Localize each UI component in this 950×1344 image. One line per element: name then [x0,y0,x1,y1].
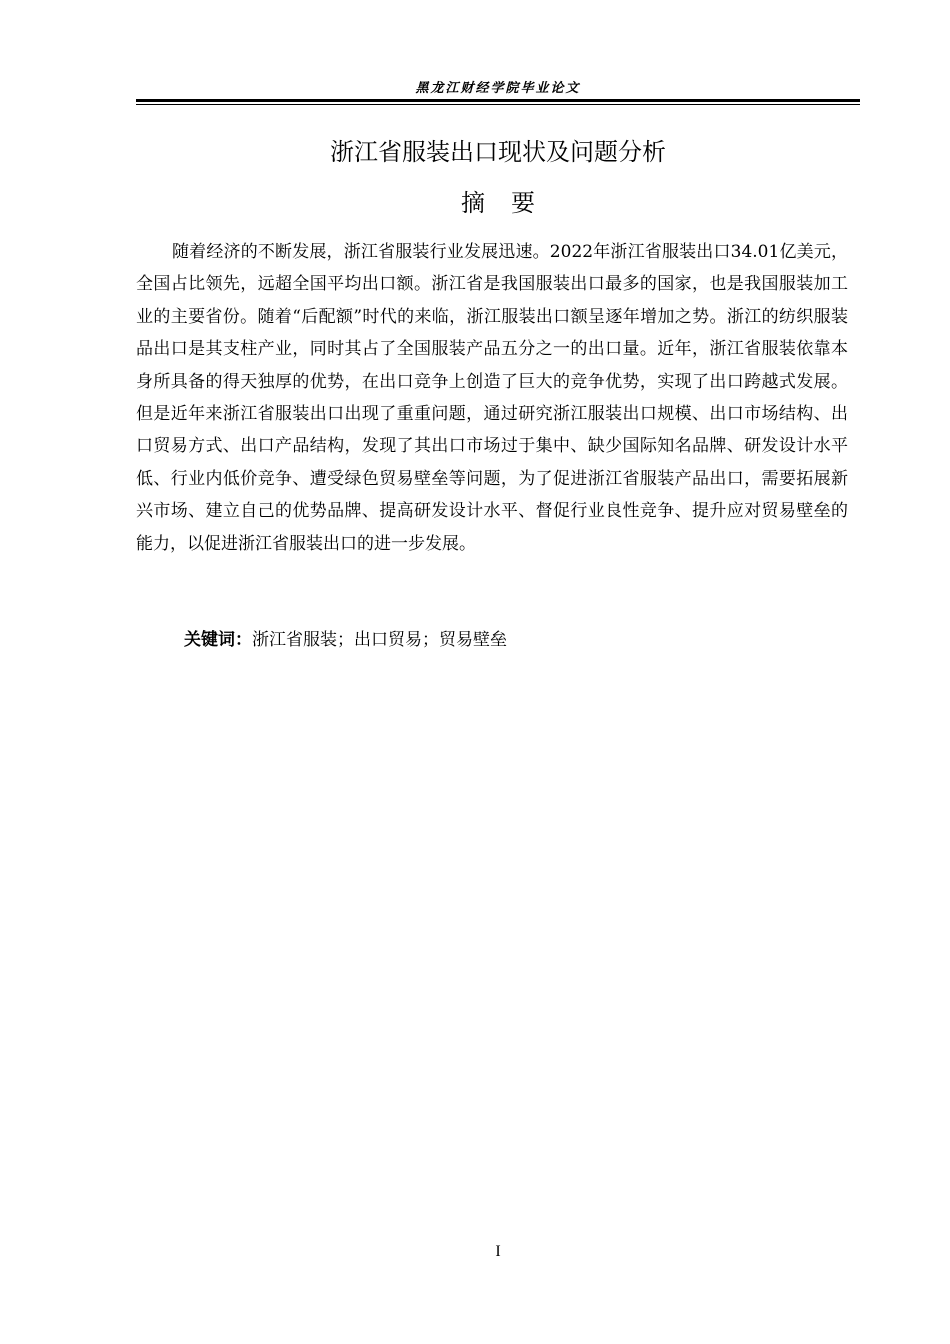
page-number: I [495,1243,501,1260]
page-header [136,80,860,106]
abstract-body: 随着经济的不断发展，浙江省服装行业发展迅速。2022年浙江省服装出口34.01亿美元，全国占比领先，远超全国平均出口额。浙江省是我国服装出口最多的国家，也是我国服装加工业的主要省份。随着“后配额”时代的来临，浙江服装出口额呈逐年增加之势。浙江的纺织服装品出口是其支柱产业，同时其占了全国服装产品五分之一的出口量。近年，浙江省服装依靠本身所具备的得天独厚的优势，在出口竞争上创造了巨大的竞争优势，实现了出口跨越式发展。但是近年来浙江省服装出口出现了重重问题，通过研究浙江服装出口规模、出口市场结构、出口贸易方式、出口产品结构，发现了其出口市场过于集中、缺少国际知名品牌、研发设计水平低、行业内低价竞争、遭受绿色贸易壁垒等问题，为了促进浙江省服装产品出口，需要拓展新兴市场、建立自己的优势品牌、提高研发设计水平、督促行业良性竞争、提升应对贸易壁垒的能力，以促进浙江省服装出口的进一步发展。 [136,242,848,554]
keywords-values: 浙江省服装；出口贸易；贸易壁垒 [252,630,507,650]
keywords [184,625,507,655]
header-rule-thin [136,104,860,105]
paper-title: 浙江省服装出口现状及问题分析 [330,138,666,166]
keywords-label: 关键词： [184,630,252,650]
abstract-heading: 摘要 [461,189,561,217]
header-rule-thick [136,99,860,102]
header-institution: 黑龙江财经学院毕业论文 [415,81,581,96]
